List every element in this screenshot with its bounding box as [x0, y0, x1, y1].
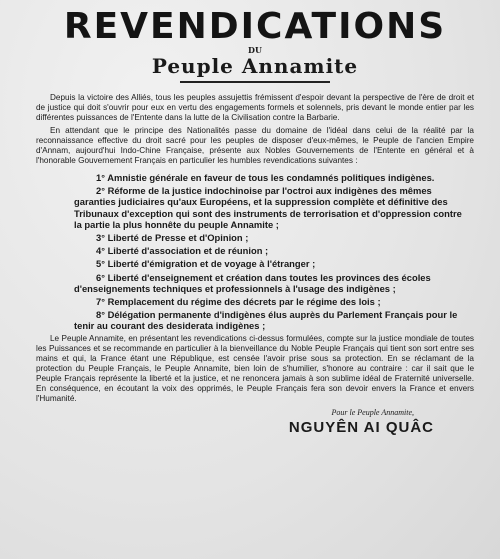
title-connector: DU — [248, 45, 262, 55]
title-underline — [180, 81, 330, 83]
demand-item: 8° Délégation permanente d'indigènes élus auprès du Parlement Français pour le tenir au courant des desiderata indigènes ; — [74, 309, 458, 332]
page-title: REVENDICATIONS — [63, 6, 447, 47]
signature-preamble: Pour le Peuple Annamite, — [331, 407, 414, 417]
closing-paragraph: Le Peuple Annamite, en présentant les revendications ci-dessus formulées, compte sur la justice mondiale de toutes les Puissances et se recommande en particulier à la bienveillance du Noble Peuple Français qui tient son sort entre ses mains et qui, la France étant une République, est censée l'avoir prise sous sa protection. En se réclamant de la protection du Peuple Français, le Peuple Annamite, bien loin de s'humilier, s'honore au contraire : car il sait que le Peuple Français représente la liberté et la justice, et ne renoncera jamais à son sublime idéal de Fraternité universelle. En conséquence, en écoutant la voix des opprimés, le Peuple Français fera son devoir envers la France et envers l'Humanité. — [36, 333, 474, 403]
demand-item: 5° Liberté d'émigration et de voyage à l'étranger ; — [96, 258, 316, 270]
intro-paragraph: Depuis la victoire des Alliés, tous les peuples assujettis frémissent d'espoir devant la perspective de l'ère de droit et de justice qui doit s'ouvrir pour eux en vertu des engagements formels et solennels, pris devant le monde entier par les différentes puissances de l'Entente dans la lutte de la Civilisation contre la Barbarie. — [36, 93, 474, 122]
intro-paragraph: En attendant que le principe des Nationalités passe du domaine de l'idéal dans celui de la réalité par la reconnaissance effective du droit sacré pour les peuples de disposer d'eux-mêmes, le Peuple de l'ancien Empire d'Annam, aujourd'hui Indo-Chine Française, présente aux Nobles Gouvernements de l'Entente en général et à l'honorable Gouvernement Français en particulier les humbles revendications suivantes : — [36, 126, 474, 165]
demand-item: 1° Amnistie générale en faveur de tous les condamnés politiques indigènes. — [96, 172, 435, 183]
demand-item: 6° Liberté d'enseignement et création dans toutes les provinces des écoles d'enseignements techniques et professionnels à l'usage des indigènes ; — [74, 271, 431, 294]
demand-item: 4° Liberté d'association et de réunion ; — [96, 245, 269, 257]
demand-item: 7° Remplacement du régime des décrets par le régime des lois ; — [96, 296, 381, 308]
demand-item: 3° Liberté de Presse et d'Opinion ; — [96, 232, 249, 244]
page-subtitle: Peuple Annamite — [151, 54, 359, 78]
signature-name: NGUYÊN AI QUÂC — [288, 418, 434, 436]
demand-item: 2° Réforme de la justice indochinoise par l'octroi aux indigènes des mêmes garanties judiciaires qu'aux Européens, et la suppression complète et définitive des Tribunaux d'exception qui sont des instruments de terrorisation et d'oppression contre la partie la plus honnête du peuple Annamite ; — [74, 185, 462, 230]
demands-list — [36, 172, 474, 332]
